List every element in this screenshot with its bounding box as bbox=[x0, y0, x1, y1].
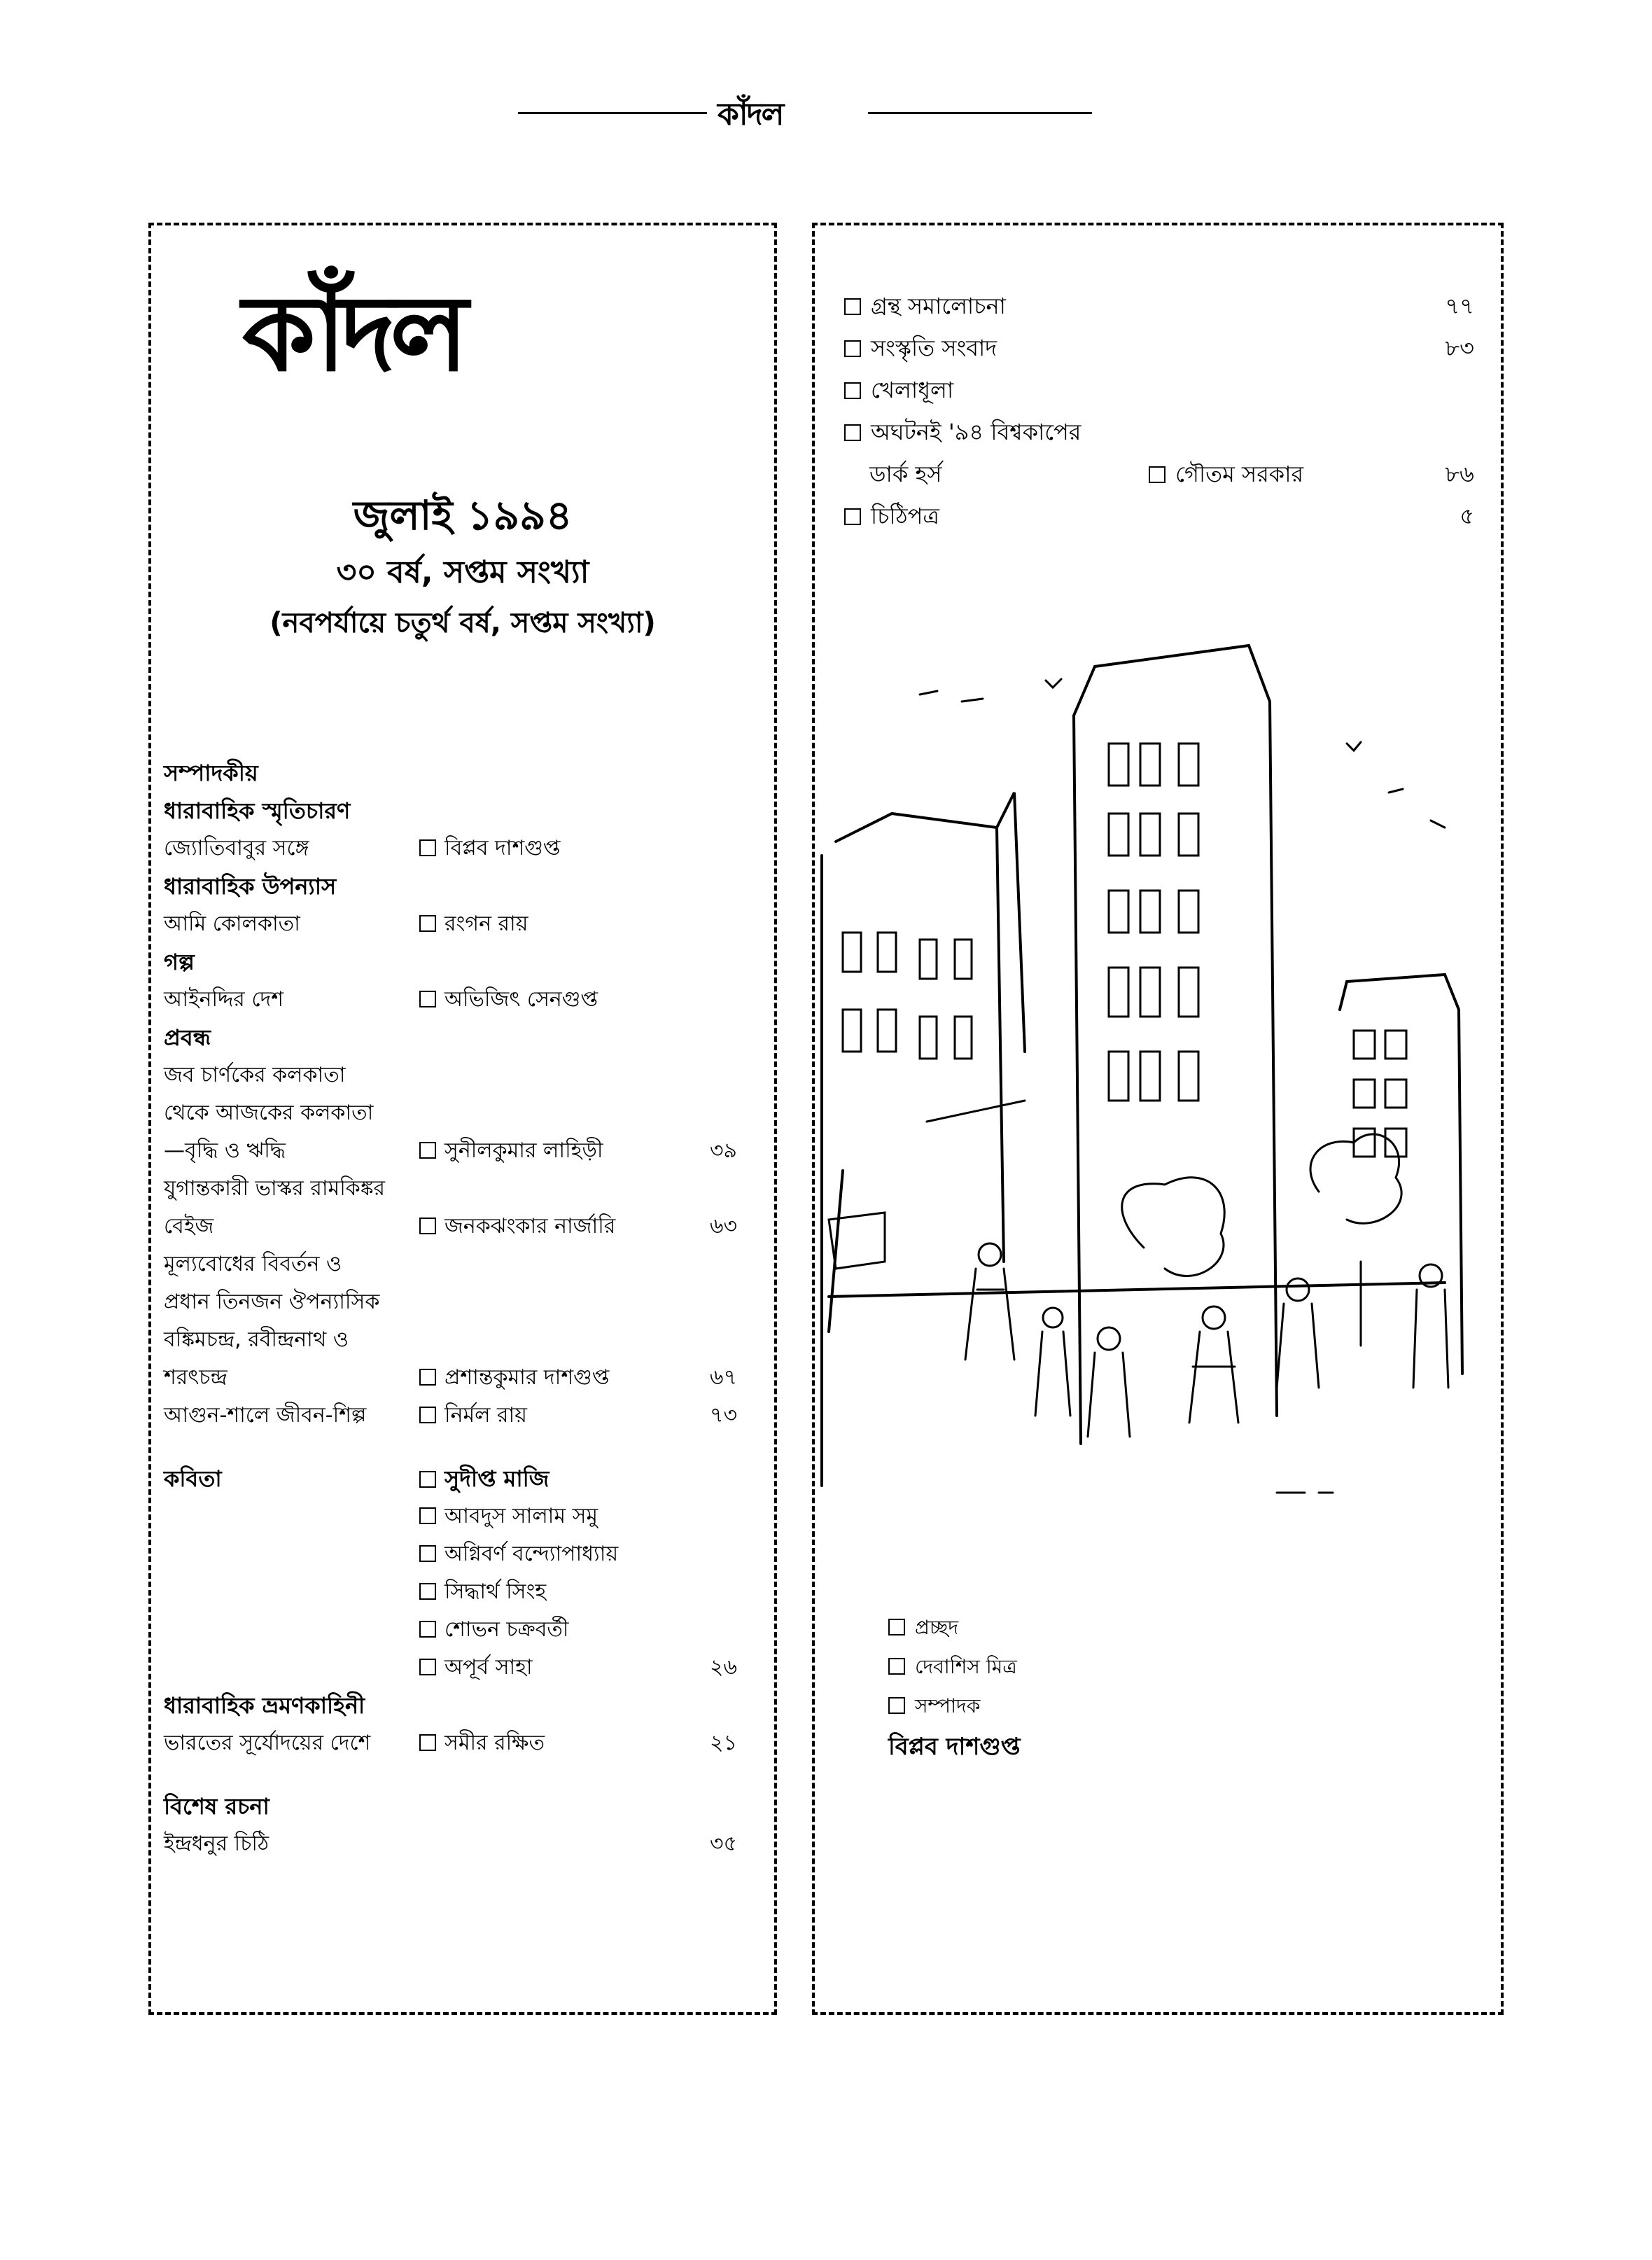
toc-author: গৌতম সরকার bbox=[1149, 453, 1303, 495]
toc-page-number: ৩৯ bbox=[710, 1138, 737, 1163]
issue-number: ৩০ বর্ষ, সপ্তম সংখ্যা bbox=[336, 554, 589, 590]
toc-entry bbox=[844, 453, 1474, 495]
toc-title: আমি কোলকাতা bbox=[164, 912, 300, 936]
toc-section-heading bbox=[164, 943, 766, 981]
toc-title: সংস্কৃতি সংবাদ bbox=[844, 327, 997, 369]
toc-section-heading bbox=[164, 792, 766, 830]
toc-entry bbox=[844, 327, 1474, 369]
toc-title: প্রধান তিনজন ঔপন্যাসিক bbox=[164, 1290, 380, 1314]
toc-page-number: ৩৫ bbox=[710, 1832, 737, 1856]
toc-entry bbox=[164, 905, 766, 943]
toc-title: শরৎচন্দ্র bbox=[164, 1365, 227, 1390]
toc-gap bbox=[164, 1435, 766, 1460]
toc-title: গল্প bbox=[164, 949, 195, 975]
header-rule-left bbox=[518, 112, 707, 114]
toc-title: মূল্যবোধের বিবর্তন ও bbox=[164, 1252, 342, 1276]
toc-title: ধারাবাহিক স্মৃতিচারণ bbox=[164, 797, 351, 824]
toc-entry bbox=[164, 1283, 766, 1321]
toc-entry bbox=[164, 830, 766, 867]
contents-panel-right bbox=[812, 223, 1504, 2015]
toc-entry bbox=[844, 285, 1474, 327]
header-rule-right bbox=[868, 112, 1092, 114]
toc-title: আগুন-শালে জীবন-শিল্প bbox=[164, 1403, 367, 1428]
toc-page-number: ৭৭ bbox=[1445, 293, 1474, 319]
toc-author: নির্মল রায় bbox=[419, 1397, 527, 1435]
toc-entry bbox=[164, 1825, 766, 1863]
toc-author: সুদীপ্ত মাজি bbox=[419, 1460, 549, 1498]
toc-page-number: ৮৩ bbox=[1445, 335, 1474, 361]
issue-date: জুলাই ১৯৯৪ bbox=[353, 491, 573, 539]
toc-author: বিপ্লব দাশগুপ্ত bbox=[419, 830, 560, 867]
cover-artist: দেবাশিস মিত্র bbox=[888, 1647, 1021, 1687]
toc-entry bbox=[164, 1611, 766, 1649]
toc-title: জ্যোতিবাবুর সঙ্গে bbox=[164, 836, 309, 860]
toc-author: সমীর রক্ষিত bbox=[419, 1724, 545, 1762]
toc-section-heading bbox=[164, 1787, 766, 1825]
toc-author: শোভন চক্রবর্তী bbox=[419, 1611, 568, 1649]
editor-label: সম্পাদক bbox=[888, 1687, 1021, 1726]
toc-page-number: ৭৩ bbox=[710, 1403, 738, 1428]
toc-author: রংগন রায় bbox=[419, 905, 528, 943]
page-header bbox=[518, 91, 1092, 133]
toc-title: ডার্ক হর্স bbox=[869, 461, 942, 487]
credits bbox=[888, 1608, 1021, 1768]
toc-page-number: ৮৬ bbox=[1445, 461, 1474, 487]
toc-author: অপূর্ব সাহা bbox=[419, 1649, 533, 1687]
toc-section-heading bbox=[164, 867, 766, 905]
toc-entry bbox=[164, 1573, 766, 1611]
toc-entry bbox=[164, 1359, 766, 1397]
toc-entry bbox=[164, 1094, 766, 1132]
toc-entry bbox=[164, 1535, 766, 1573]
toc-section-heading bbox=[164, 1019, 766, 1056]
cover-label: প্রচ্ছদ bbox=[888, 1608, 1021, 1647]
toc-title: বঙ্কিমচন্দ্র, রবীন্দ্রনাথ ও bbox=[164, 1327, 349, 1352]
toc-page-number: ২১ bbox=[710, 1731, 737, 1755]
toc-author: অভিজিৎ সেনগুপ্ত bbox=[419, 981, 598, 1019]
toc-title: প্রবন্ধ bbox=[164, 1024, 211, 1051]
toc-title: সম্পাদকীয় bbox=[164, 760, 258, 786]
toc-title: বেইজ bbox=[164, 1214, 214, 1239]
toc-author: আবদুস সালাম সমু bbox=[419, 1498, 598, 1535]
toc-page-number: ২৬ bbox=[710, 1655, 738, 1680]
toc-author: জনকঝংকার নার্জারি bbox=[419, 1208, 615, 1246]
toc-entry bbox=[844, 495, 1474, 537]
toc-section-heading bbox=[164, 1687, 766, 1724]
toc-title: গ্রন্থ সমালোচনা bbox=[844, 285, 1006, 327]
toc-entry bbox=[844, 411, 1474, 453]
toc-title: আইনদ্দির দেশ bbox=[164, 987, 284, 1012]
toc-title: বিশেষ রচনা bbox=[164, 1793, 270, 1820]
toc-title: অঘটনই '৯৪ বিশ্বকাপের bbox=[844, 411, 1081, 453]
toc-title: ধারাবাহিক ভ্রমণকাহিনী bbox=[164, 1692, 365, 1719]
toc-page-number: ৬৩ bbox=[710, 1214, 738, 1239]
masthead-logo: কাঁদল bbox=[242, 273, 463, 395]
toc-title: চিঠিপত্র bbox=[844, 495, 939, 537]
toc-author: অগ্নিবর্ণ বন্দ্যোপাধ্যায় bbox=[419, 1535, 618, 1573]
toc-entry bbox=[164, 1460, 766, 1498]
table-of-contents bbox=[164, 754, 766, 1863]
table-of-contents-continued bbox=[844, 285, 1474, 537]
toc-title: ভারতের সূর্যোদয়ের দেশে bbox=[164, 1731, 371, 1755]
toc-entry bbox=[844, 369, 1474, 411]
toc-entry bbox=[164, 1498, 766, 1535]
toc-title: কবিতা bbox=[164, 1465, 222, 1492]
header-logo: কাঁদল bbox=[718, 97, 783, 132]
toc-entry bbox=[164, 1649, 766, 1687]
street-sketch-illustration bbox=[815, 561, 1501, 1514]
toc-entry bbox=[164, 1724, 766, 1762]
toc-author: প্রশান্তকুমার দাশগুপ্ত bbox=[419, 1359, 609, 1397]
toc-entry bbox=[164, 981, 766, 1019]
toc-title: —বৃদ্ধি ও ঋদ্ধি bbox=[164, 1138, 286, 1163]
toc-title: যুগান্তকারী ভাস্কর রামকিঙ্কর bbox=[164, 1176, 386, 1201]
toc-title: ইন্দ্রধনুর চিঠি bbox=[164, 1832, 270, 1856]
editor-name: বিপ্লব দাশগুপ্ত bbox=[888, 1733, 1021, 1761]
toc-title: খেলাধূলা bbox=[844, 369, 953, 411]
toc-title: জব চার্ণকের কলকাতা bbox=[164, 1063, 346, 1087]
toc-entry bbox=[164, 1208, 766, 1246]
issue-number-new-series: (নবপর্যায়ে চতুর্থ বর্ষ, সপ্তম সংখ্যা) bbox=[270, 607, 656, 639]
toc-entry bbox=[164, 1246, 766, 1283]
toc-entry bbox=[164, 1056, 766, 1094]
toc-entry bbox=[164, 1321, 766, 1359]
toc-section-heading bbox=[164, 754, 766, 792]
toc-page-number: ৫ bbox=[1460, 503, 1474, 529]
toc-entry bbox=[164, 1132, 766, 1170]
contents-panel-left bbox=[148, 223, 777, 2015]
toc-title: থেকে আজকের কলকাতা bbox=[164, 1101, 374, 1125]
toc-page-number: ৬৭ bbox=[710, 1365, 738, 1390]
toc-author: সুনীলকুমার লাহিড়ী bbox=[419, 1132, 603, 1170]
toc-entry bbox=[164, 1170, 766, 1208]
toc-title: ধারাবাহিক উপন্যাস bbox=[164, 873, 337, 900]
toc-gap bbox=[164, 1762, 766, 1787]
toc-author: সিদ্ধার্থ সিংহ bbox=[419, 1573, 546, 1611]
toc-entry bbox=[164, 1397, 766, 1435]
